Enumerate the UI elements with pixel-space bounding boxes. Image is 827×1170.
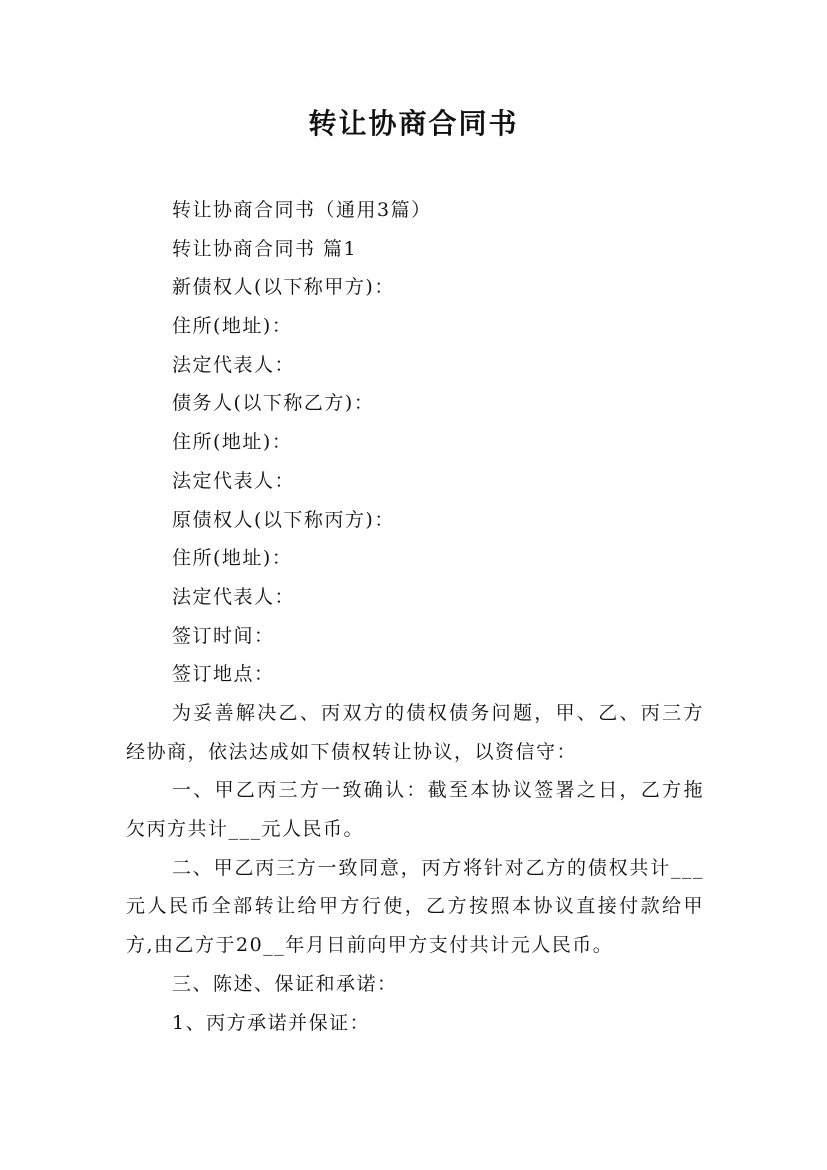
- intro-paragraph: 为妥善解决乙、丙双方的债权债务问题，甲、乙、丙三方经协商，依法达成如下债权转让协议，以资信守：: [126, 701, 704, 763]
- clause-three-item-one: 1、丙方承诺并保证：: [172, 1011, 371, 1034]
- party-c-address: 住所(地址)：: [172, 547, 293, 570]
- doc-subtitle: 转让协商合同书（通用3篇）: [172, 199, 432, 221]
- party-b-representative: 法定代表人：: [172, 469, 296, 492]
- clause-one: 一、甲乙丙三方一致确认：截至本协议签署之日，乙方拖欠丙方共计___元人民币。: [126, 779, 704, 841]
- party-a-address: 住所(地址)：: [172, 315, 293, 338]
- section-heading: 转让协商合同书 篇1: [172, 237, 358, 260]
- clause-three-heading: 三、陈述、保证和承诺：: [172, 972, 398, 995]
- clause-two: 二、甲乙丙三方一致同意，丙方将针对乙方的债权共计___元人民币全部转让给甲方行使，乙方按照本协议直接付款给甲方,由乙方于20__年月日前向甲方支付共计元人民币。: [126, 856, 704, 957]
- party-a-representative: 法定代表人：: [172, 353, 296, 376]
- document-body: [126, 191, 704, 1042]
- signing-place: 签订地点：: [172, 663, 275, 686]
- party-a-label: 新债权人(以下称甲方)：: [172, 276, 395, 299]
- party-b-address: 住所(地址)：: [172, 431, 293, 454]
- signing-time: 签订时间：: [172, 624, 275, 647]
- party-b-label: 债务人(以下称乙方)：: [172, 392, 375, 415]
- party-c-representative: 法定代表人：: [172, 585, 296, 608]
- party-c-label: 原债权人(以下称丙方)：: [172, 508, 395, 531]
- document-title: 转让协商合同书: [308, 107, 519, 140]
